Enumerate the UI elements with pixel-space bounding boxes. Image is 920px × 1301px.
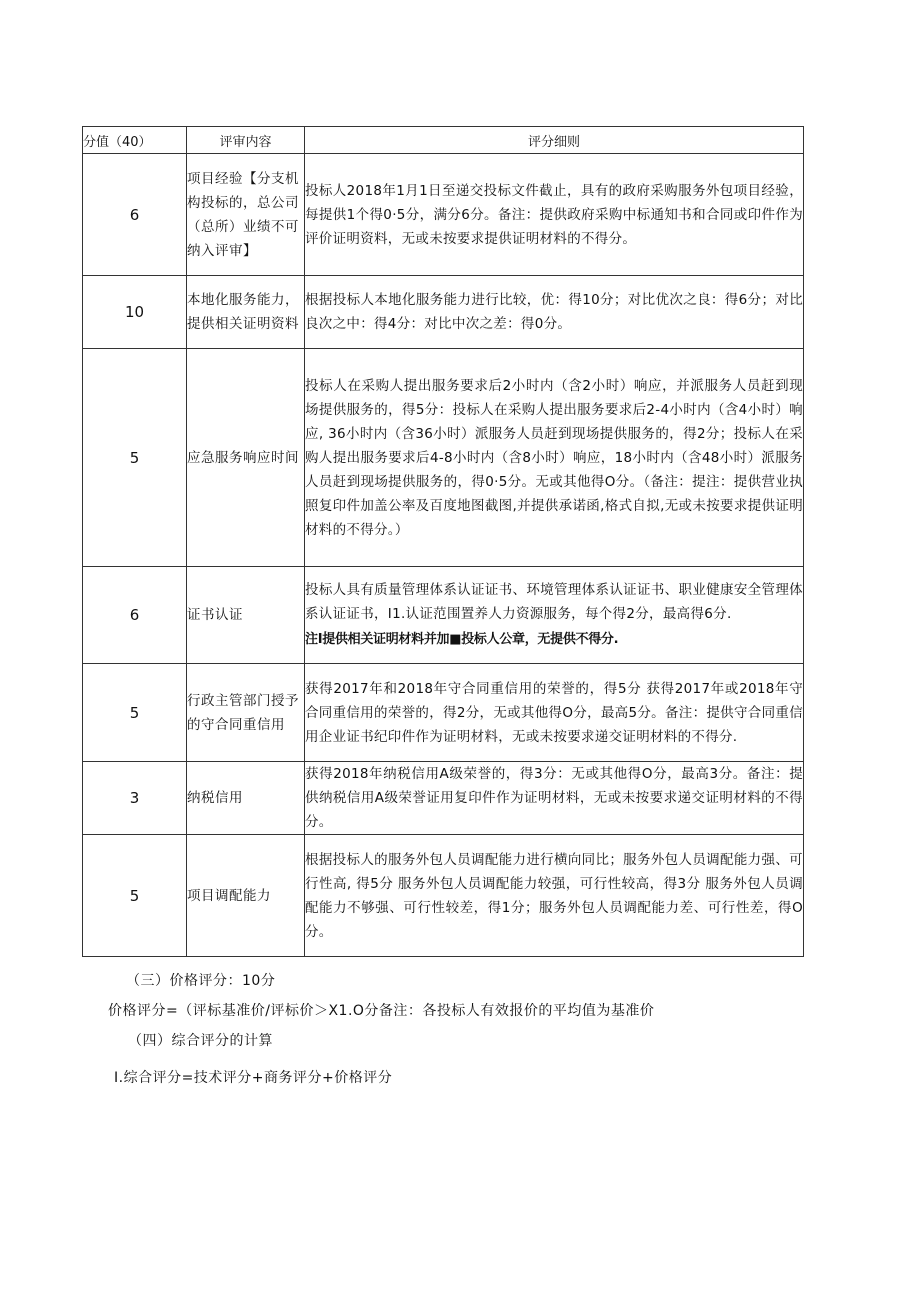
scoring-table	[82, 126, 804, 957]
header-rule: 评分细则	[305, 127, 804, 154]
table-row	[83, 567, 804, 664]
total-score-heading: （四）综合评分的计算	[128, 1033, 273, 1049]
row-rule: 投标人2018年1月1日至递交投标文件截止，具有的政府采购服务外包项目经验，每提供1个得0·5分，满分6分。备注：提供政府采购中标通知书和合同或印件作为评价证明资料，无或未按要求提供证明材料的不得分。	[305, 154, 804, 276]
row-rule: 投标人在采购人提出服务要求后2小时内（含2小时）响应，并派服务人员赶到现场提供服务的，得5分：投标人在采购人提出服务要求后2-4小时内（含4小时）响应, 36小时内（含36小时）派服务人员赶到现场提供服务的，得2分；投标人在采购人提出服务要求后4-8小时内（含8小时）响应，18小时内（含48小时）派服务人员赶到现场提供服务的，得0·5分。无或其他得O分。（备注：提注：提供营业执照复印件加盖公率及百度地图截图,并提供承诺函,格式自拟,无或未按要求提供证明材料的不得分。）	[305, 349, 804, 567]
table-row	[83, 835, 804, 957]
row-score: 5	[83, 835, 187, 957]
row-score: 3	[83, 762, 187, 835]
row-content: 项目经验【分支机构投标的，总公司（总所）业绩不可纳入评审】	[187, 154, 305, 276]
row-content: 本地化服务能力，提供相关证明资料	[187, 276, 305, 349]
table-header-row	[83, 127, 804, 154]
row-content: 应急服务响应时间	[187, 349, 305, 567]
table-row	[83, 276, 804, 349]
row-content: 项目调配能力	[187, 835, 305, 957]
row-score: 6	[83, 154, 187, 276]
row-content: 证书认证	[187, 567, 305, 664]
row-score: 5	[83, 349, 187, 567]
row-note: 注Ⅰ提供相关证明材料并加■投标人公章，无提供不得分.	[305, 632, 619, 647]
row-content: 纳税信用	[187, 762, 305, 835]
table-row	[83, 664, 804, 762]
row-score: 10	[83, 276, 187, 349]
row-rule: 获得2017年和2018年守合同重信用的荣誉的，得5分 获得2017年或2018年守合同重信用的荣誉的，得2分，无或其他得O分，最高5分。备注：提供守合同重信用企业证书纪印件作为证明材料，无或未按要求递交证明材料的不得分.	[305, 664, 804, 762]
header-content: 评审内容	[187, 127, 305, 154]
row-rule: 根据投标人本地化服务能力进行比较，优：得10分；对比优次之良：得6分；对比良次之中：得4分：对比中次之差：得0分。	[305, 276, 804, 349]
row-content: 行政主管部门授予的守合同重信用	[187, 664, 305, 762]
row-rule: 投标人具有质量管理体系认证证书、环境管理体系认证证书、职业健康安全管理体系认证证书，I1.认证范围置养人力资源服务，每个得2分，最高得6分.	[305, 582, 803, 622]
row-rule-container	[305, 567, 804, 664]
row-score: 5	[83, 664, 187, 762]
row-score: 6	[83, 567, 187, 664]
table-row	[83, 349, 804, 567]
row-rule: 获得2018年纳税信用A级荣誉的，得3分：无或其他得O分，最高3分。备注：提供纳税信用A级荣誉证用复印件作为证明材料，无或未按要求递交证明材料的不得分。	[305, 762, 804, 835]
header-score: 分值（40）	[83, 127, 187, 154]
price-score-heading: （三）价格评分：10分	[126, 973, 276, 989]
total-score-formula: I.综合评分=技术评分+商务评分+价格评分	[114, 1070, 393, 1086]
row-rule: 根据投标人的服务外包人员调配能力进行横向同比；服务外包人员调配能力强、可行性高, 得5分 服务外包人员调配能力较强，可行性较高，得3分 服务外包人员调配能力不够强、可行性较差，得1分；服务外包人员调配能力差、可行性差，得O分。	[305, 835, 804, 957]
price-score-formula: 价格评分=（评标基准价/评标价＞X1.O分备注：各投标人有效报价的平均值为基准价	[108, 1003, 655, 1019]
table-row	[83, 154, 804, 276]
table-row	[83, 762, 804, 835]
